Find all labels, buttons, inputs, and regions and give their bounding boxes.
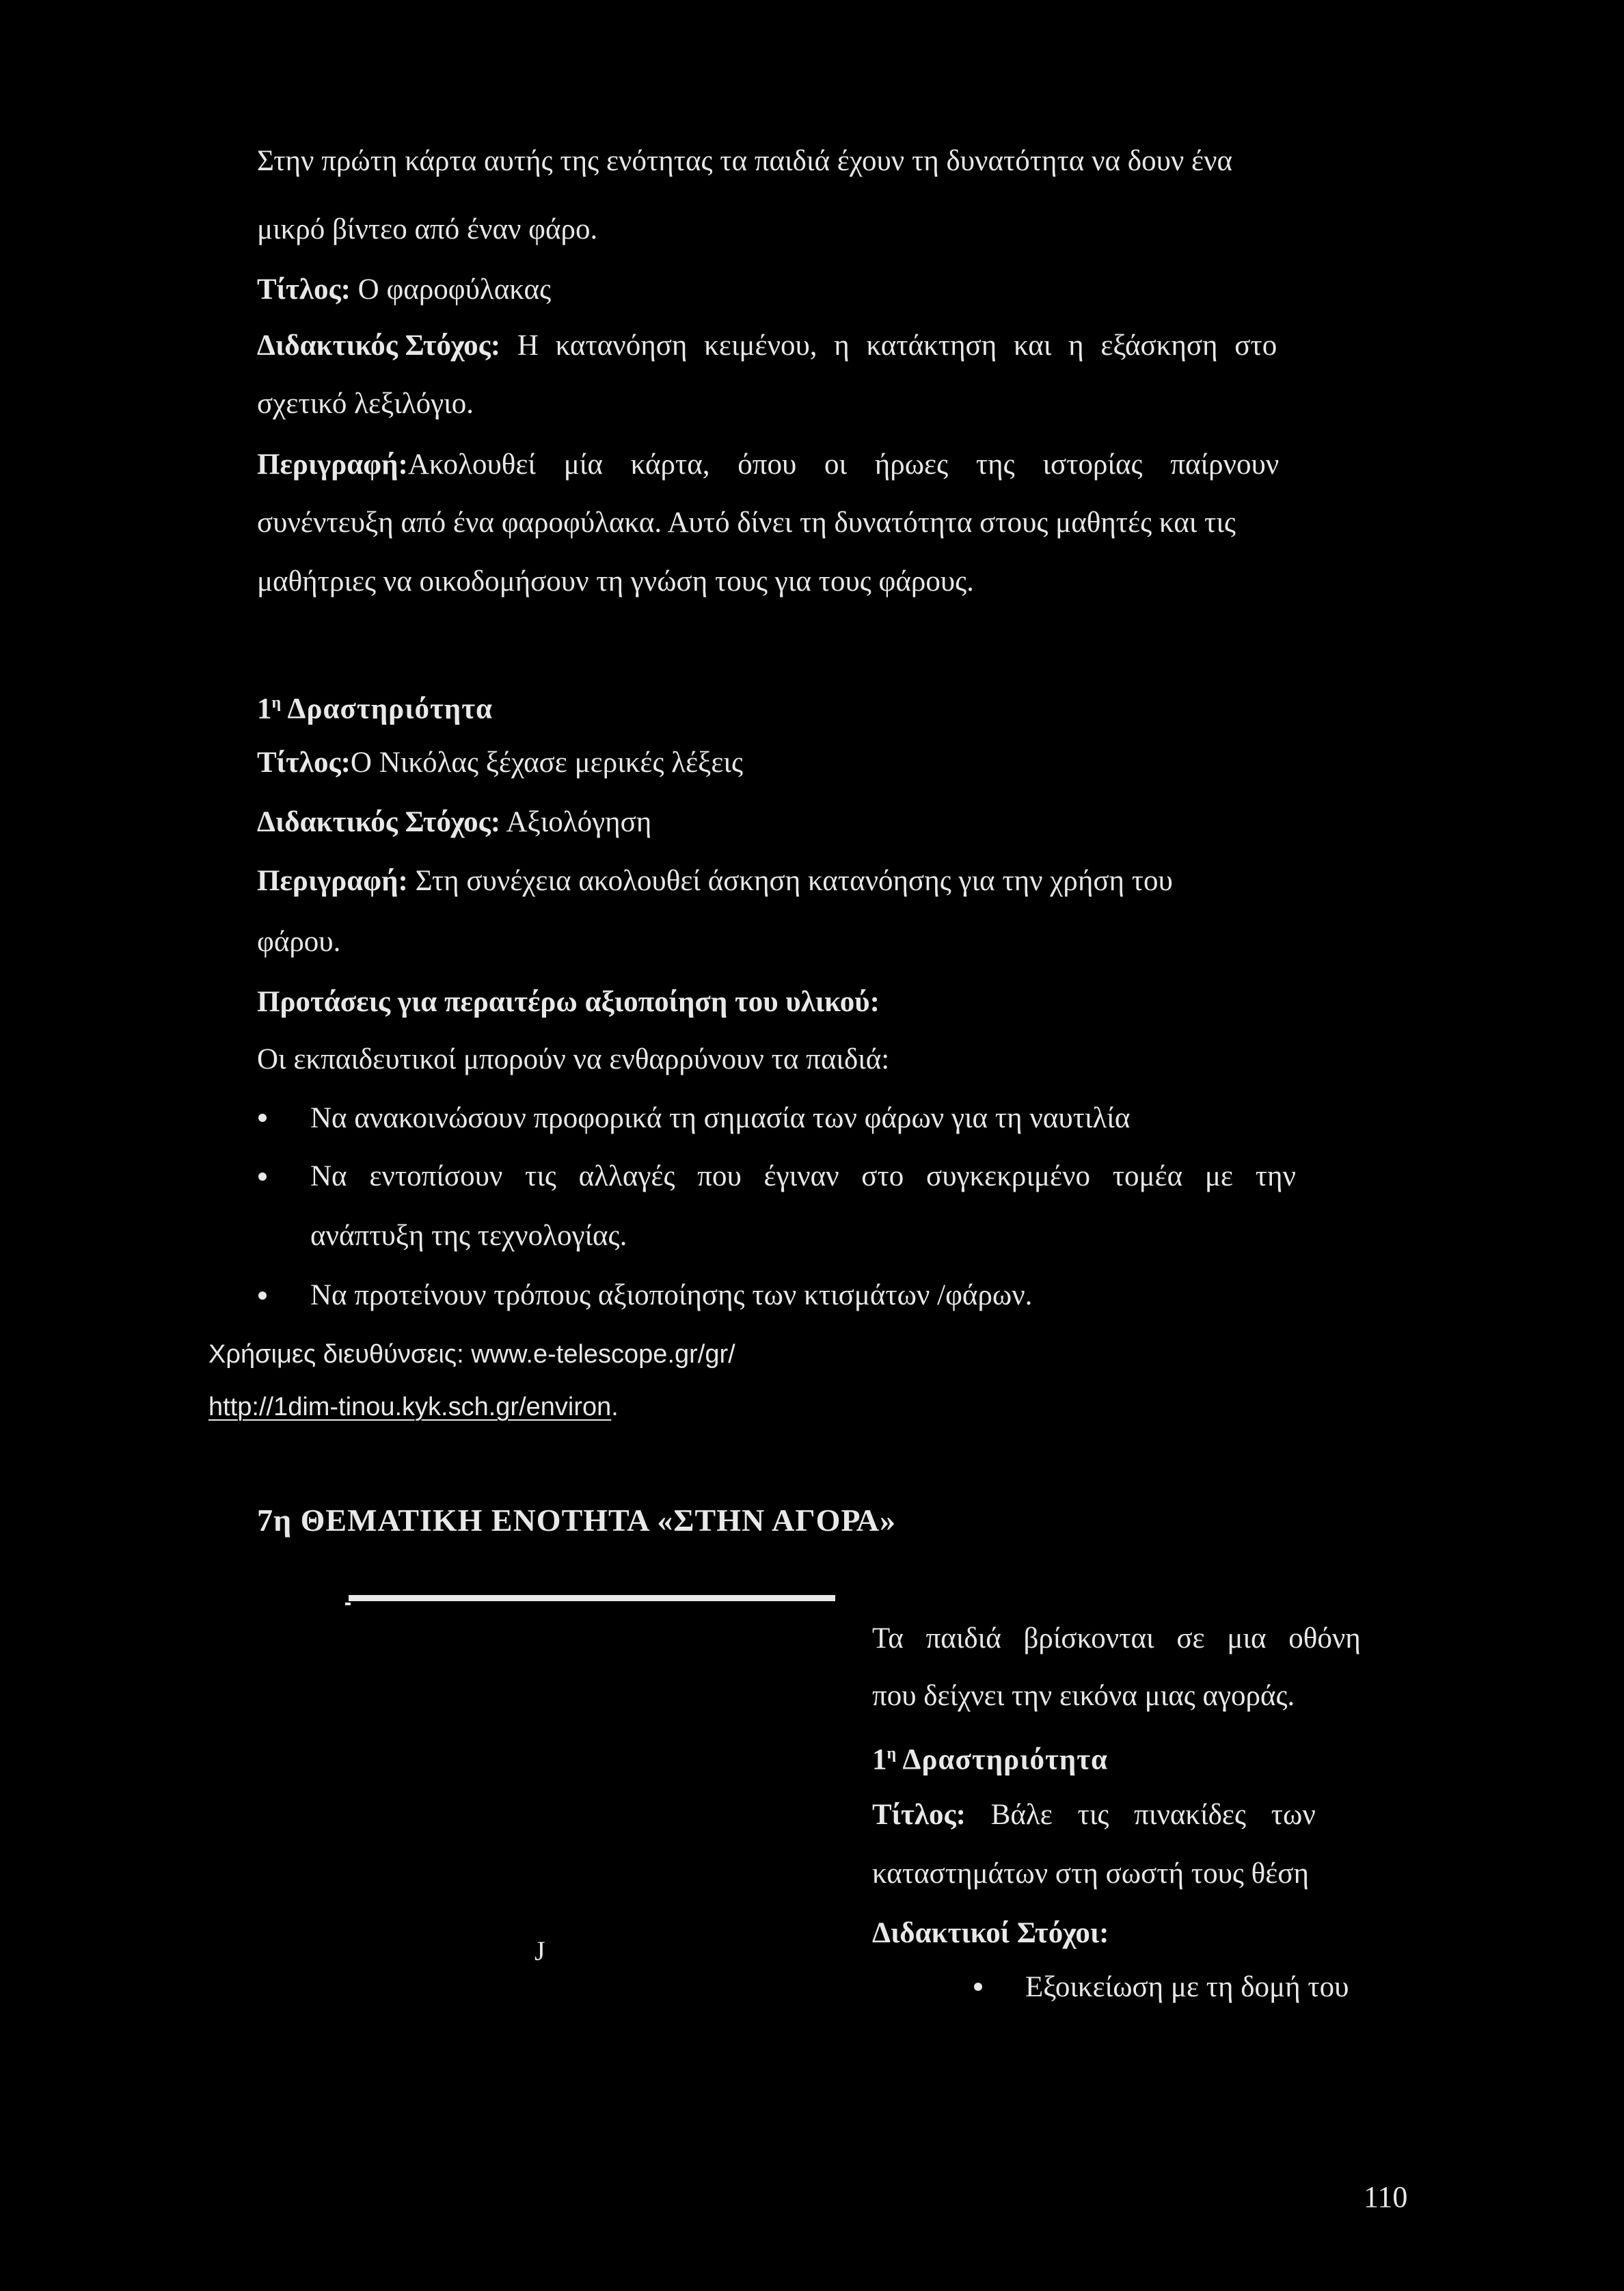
bullet-dot bbox=[258, 1114, 267, 1122]
activity1-title bbox=[257, 744, 743, 782]
card1-goal-line-2: σχετικό λεξιλόγιο. bbox=[257, 388, 474, 420]
section7-title-label: Τίτλος: bbox=[872, 1799, 966, 1831]
useful-links-url-line bbox=[208, 1388, 619, 1426]
activity1-desc-label: Περιγραφή: bbox=[257, 865, 408, 897]
card1-desc-line-3: μαθήτριες να οικοδομήσουν τη γνώση τους για τους φάρους. bbox=[257, 565, 974, 598]
activity1-title-label: Τίτλος: bbox=[257, 747, 351, 779]
page-number: 110 bbox=[1364, 2180, 1408, 2214]
environ-link[interactable]: http://1dim-tinou.kyk.sch.gr/environ bbox=[208, 1393, 612, 1421]
bullet-dot bbox=[974, 1983, 982, 1991]
suggestions-intro: Οι εκπαιδευτικοί μπορούν να ενθαρρύνουν τα παιδιά: bbox=[257, 1043, 890, 1075]
card1-desc bbox=[257, 446, 1418, 484]
suggestion-item-1: Να ανακοινώσουν προφορικά τη σημασία των φάρων για τη ναυτιλία bbox=[310, 1102, 1131, 1134]
card1-desc-label: Περιγραφή: bbox=[257, 448, 408, 481]
activity1-desc-line-2: φάρου. bbox=[257, 926, 341, 958]
card1-goal bbox=[257, 327, 1418, 365]
activity1-title-value: Ο Νικόλας ξέχασε μερικές λέξεις bbox=[350, 747, 743, 779]
card1-title-value: Ο φαροφύλακας bbox=[350, 273, 552, 306]
suggestion-item-3: Να προτείνουν τρόπους αξιοποίησης των κτισμάτων /φάρων. bbox=[310, 1279, 1033, 1311]
intro-text-1: Στην πρώτη κάρτα αυτής της ενότητας τα παιδιά έχουν τη δυνατότητα να δουν ένα bbox=[257, 145, 1233, 177]
section7-screen-line-1: Τα παιδιά βρίσκονται σε μια οθόνη bbox=[872, 1622, 1361, 1654]
activity1-heading bbox=[257, 684, 493, 728]
activity1-number: 1 bbox=[257, 693, 272, 725]
intro-line-2: μικρό βίντεο από έναν φάρο. bbox=[257, 213, 598, 245]
section7-screen-line-2: που δείχνει την εικόνα μιας αγοράς. bbox=[872, 1680, 1295, 1712]
activity1-goal-label: Διδακτικός Στόχος: bbox=[257, 806, 501, 838]
screen-frame-top-border bbox=[349, 1595, 835, 1601]
section7-title bbox=[872, 1796, 1316, 1834]
bullet-dot bbox=[258, 1173, 267, 1181]
activity1-goal-value: Αξιολόγηση bbox=[500, 806, 652, 838]
activity1-goal bbox=[257, 803, 651, 842]
card1-goal-value-1: Η κατανόηση κειμένου, η κατάκτηση και η εξάσκηση στο bbox=[500, 330, 1277, 362]
figure-mark: J bbox=[534, 1935, 545, 1966]
section7-activity-label: Δραστηριότητα bbox=[896, 1743, 1109, 1776]
section7-title-value-1: Βάλε τις πινακίδες των bbox=[965, 1799, 1316, 1831]
activity1-sup: η bbox=[271, 694, 282, 712]
card1-title-label: Τίτλος: bbox=[257, 273, 351, 306]
bullet-dot bbox=[258, 1291, 267, 1300]
card1-goal-label: Διδακτικός Στόχος: bbox=[257, 330, 501, 362]
intro-line-1 bbox=[257, 142, 1418, 180]
section7-activity-sup: η bbox=[887, 1745, 897, 1763]
section7-goal-item: Εξοικείωση με τη δομή του bbox=[1025, 1971, 1349, 2003]
section7-title-line-2: καταστημάτων στη σωστή τους θέση bbox=[872, 1858, 1309, 1890]
screen-frame-corner bbox=[345, 1603, 351, 1605]
suggestions-heading: Προτάσεις για περαιτέρω αξιοποίηση του υλικού: bbox=[257, 986, 880, 1018]
section7-heading: 7η ΘΕΜΑΤΙΚΗ ΕΝΟΤΗΤΑ «ΣΤΗΝ ΑΓΟΡΑ» bbox=[257, 1503, 896, 1538]
activity1-label: Δραστηριότητα bbox=[281, 693, 493, 725]
section7-activity-heading bbox=[872, 1734, 1108, 1779]
section7-activity-number: 1 bbox=[872, 1743, 887, 1776]
suggestion-item-2: Να εντοπίσουν τις αλλαγές που έγιναν στο συγκεκριμένο τομέα με την bbox=[310, 1160, 1296, 1192]
section7-goals-label: Διδακτικοί Στόχοι: bbox=[872, 1917, 1109, 1949]
card1-desc-line-1: Ακολουθεί μία κάρτα, όπου οι ήρωες της ιστορίας παίρνουν bbox=[407, 448, 1280, 481]
card1-title bbox=[257, 271, 551, 309]
link-trail: . bbox=[611, 1393, 619, 1421]
useful-links-label: Χρήσιμες διευθύνσεις: www.e-telescope.gr/gr/ bbox=[208, 1340, 735, 1369]
card1-desc-line-2: συνέντευξη από ένα φαροφύλακα. Αυτό δίνει τη δυνατότητα στους μαθητές και τις bbox=[257, 507, 1236, 539]
suggestion-item-2-cont: ανάπτυξη της τεχνολογίας. bbox=[310, 1220, 627, 1252]
activity1-desc-line-1: Στη συνέχεια ακολουθεί άσκηση κατανόησης για την χρήση του bbox=[407, 865, 1173, 897]
activity1-desc bbox=[257, 862, 1173, 900]
